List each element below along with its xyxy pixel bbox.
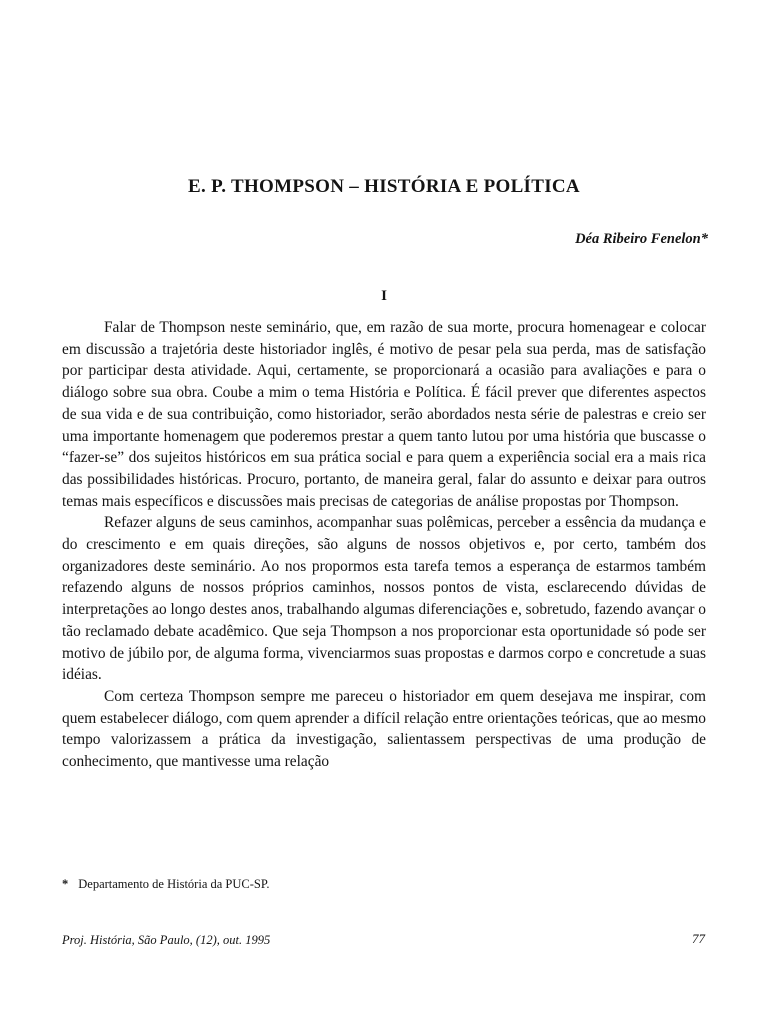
page-number: 77 bbox=[692, 931, 705, 946]
paragraph-3: Com certeza Thompson sempre me pareceu o historiador em quem desejava me inspirar, com quem estabelecer diálogo, com quem aprender a difícil relação entre orientações teóricas, que ao mesmo tempo valorizassem a prática da investigação, salientassem perspectivas de uma produção de conhecimento, que mantivesse uma relação bbox=[62, 687, 706, 771]
article-title: E. P. THOMPSON – HISTÓRIA E POLÍTICA bbox=[188, 176, 580, 197]
footnote-mark: * bbox=[62, 877, 69, 891]
footnote-text: Departamento de História da PUC-SP. bbox=[78, 877, 270, 891]
paragraph-2: Refazer alguns de seus caminhos, acompanhar suas polêmicas, perceber a essência da mudança e do crescimento e em quais direções, são alguns de nossos objetivos e, por certo, também dos organizadores deste seminário. Ao nos propormos esta tarefa temos a esperança de estarmos também refazendo alguns de nossos próprios caminhos, nossos pontos de vista, esclarecendo dúvidas de interpretações ao longo destes anos, trabalhando algumas diferenciações e, sobretudo, fazendo avançar o tão reclamado debate acadêmico. Que seja Thompson a nos proporcionar esta oportunidade só pode ser motivo de júbilo por, de alguma forma, vivenciarmos suas propostas e darmos corpo e concretude a suas idéias. bbox=[62, 514, 707, 684]
footnote bbox=[62, 877, 270, 892]
paragraph-1: Falar de Thompson neste seminário, que, em razão de sua morte, procura homenagear e colocar em discussão a trajetória deste historiador inglês, é motivo de pesar pela sua perda, mas de satisfação por participar desta atividade. Aqui, certamente, se proporcionará a ocasião para avaliações e para o diálogo sobre sua obra. Coube a mim o tema História e Política. É fácil prever que diferentes aspectos de sua vida e de sua contribuição, como historiador, serão abordados nesta série de palestras e creio ser uma importante homenagem que poderemos prestar a quem tanto lutou por uma história que buscasse o “fazer-se” dos sujeitos históricos em sua prática social e para quem a experiência social era a mais rica das possibilidades históricas. Procuro, portanto, de maneira geral, falar do assunto e deixar para outros temas mais específicos e discussões mais precisas de categorias de análise propostas por Thompson. bbox=[62, 319, 706, 510]
journal-citation: Proj. História, São Paulo, (12), out. 1995 bbox=[62, 933, 271, 947]
article-body bbox=[62, 317, 706, 773]
article-author: Déa Ribeiro Fenelon* bbox=[575, 231, 708, 247]
section-number: I bbox=[381, 288, 387, 304]
